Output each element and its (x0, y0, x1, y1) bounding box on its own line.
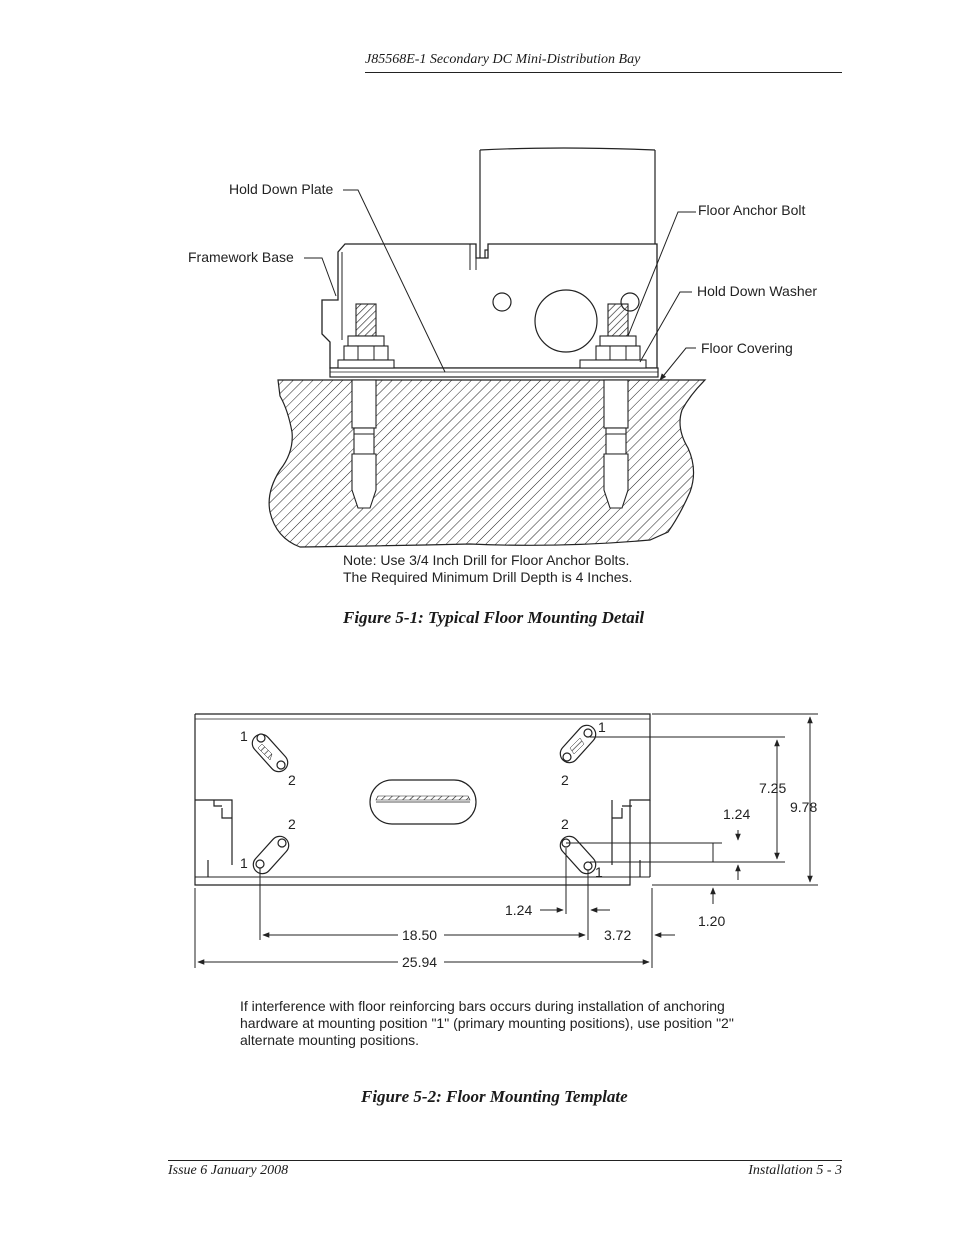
dimension-lines (195, 714, 818, 968)
concrete-floor (269, 380, 705, 547)
figure1-note-line1: Note: Use 3/4 Inch Drill for Floor Anchor Bolts. (343, 552, 630, 568)
label-position-2: 2 (561, 772, 569, 788)
dim-1-20: 1.20 (698, 913, 726, 929)
label-floor-covering: Floor Covering (701, 340, 793, 356)
paragraph-line: If interference with floor reinforcing bars occurs during installation of anchoring (240, 998, 725, 1014)
label-position-1: 1 (240, 728, 248, 744)
paragraph-line: hardware at mounting position "1" (primary mounting positions), use position "2" (240, 1015, 734, 1031)
figure2-caption: Figure 5-2: Floor Mounting Template (361, 1087, 628, 1106)
label-position-1: 1 (240, 855, 248, 871)
running-header: J85568E-1 Secondary DC Mini-Distribution Bay (365, 52, 641, 67)
mounting-slot-bottom-right (557, 833, 600, 878)
label-position-1: 1 (598, 719, 606, 735)
mounting-slot-top-right (557, 722, 600, 767)
label-framework-base: Framework Base (188, 249, 294, 265)
label-position-2: 2 (561, 816, 569, 832)
mounting-slot-top-left (249, 731, 292, 776)
dim-7-25: 7.25 (759, 780, 787, 796)
mounting-slot-bottom-left (250, 833, 293, 878)
paragraph-line: alternate mounting positions. (240, 1032, 419, 1048)
label-position-1: 1 (595, 864, 603, 880)
figure1-caption: Figure 5-1: Typical Floor Mounting Detail (343, 608, 645, 627)
label-hold-down-washer: Hold Down Washer (697, 283, 818, 299)
figure2-paragraph (240, 998, 800, 1049)
footer-page-number: Installation 5 - 3 (748, 1163, 842, 1178)
label-position-2: 2 (288, 816, 296, 832)
figure1-note-line2: The Required Minimum Drill Depth is 4 Inches. (343, 569, 633, 585)
dim-9-78: 9.78 (790, 799, 818, 815)
label-position-2: 2 (288, 772, 296, 788)
label-floor-anchor-bolt: Floor Anchor Bolt (698, 202, 806, 218)
dim-18-50: 18.50 (402, 927, 438, 943)
footer-issue-date: Issue 6 January 2008 (168, 1163, 289, 1178)
label-hold-down-plate: Hold Down Plate (229, 181, 334, 197)
dim-3-72: 3.72 (604, 927, 632, 943)
hold-down-plate (330, 368, 658, 377)
dim-25-94: 25.94 (402, 954, 438, 970)
footer-rule (168, 1160, 842, 1161)
dim-1-24-horizontal: 1.24 (505, 902, 533, 918)
dim-1-24-vertical: 1.24 (723, 806, 751, 822)
